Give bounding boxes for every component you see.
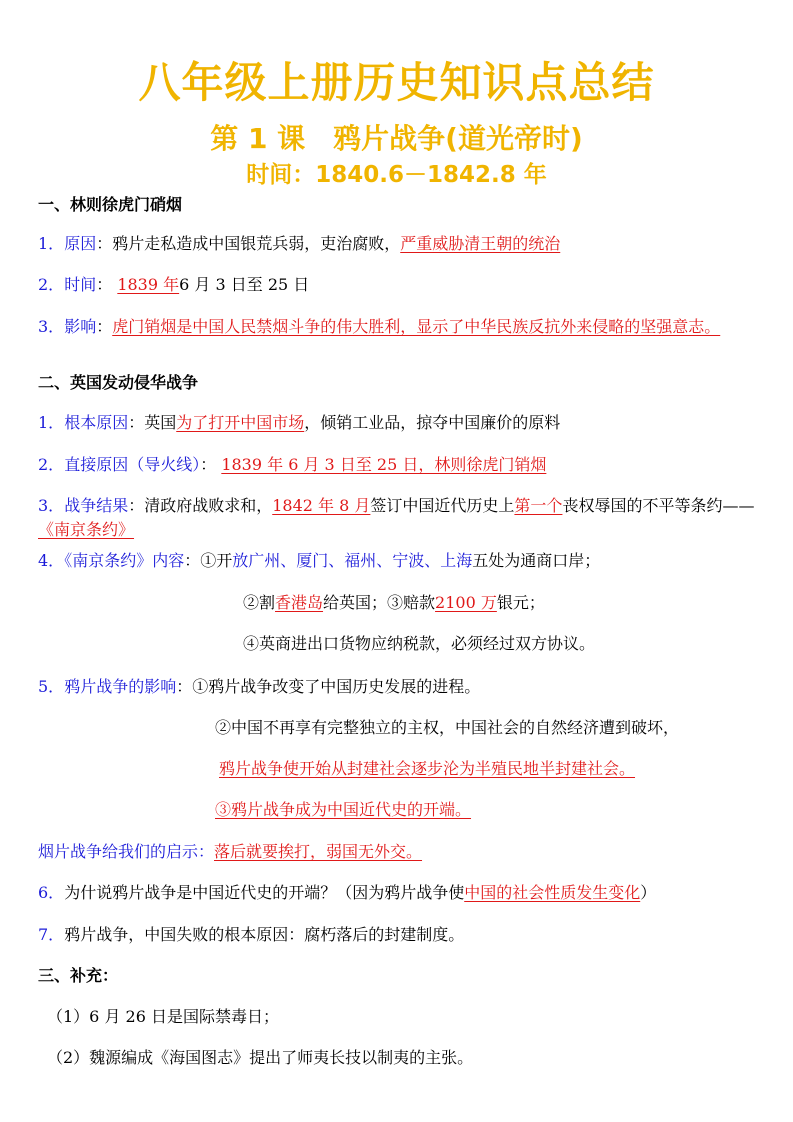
item-number: 7．: [38, 925, 65, 944]
item-text: ①开: [200, 551, 233, 570]
item-text: ）: [640, 883, 657, 902]
document-title: 八年级上册历史知识点总结: [138, 58, 655, 107]
item-text: 鸦片走私造成中国银荒兵弱，吏治腐败，: [112, 234, 401, 253]
item-number: 1．: [38, 413, 65, 432]
lesson-period: 时间：1840.6－1842.8 年: [246, 162, 547, 188]
colon: ：: [200, 455, 217, 474]
s2-item-6: [38, 881, 763, 905]
item-number: 3．: [38, 317, 65, 336]
item-text: 丧权辱国的不平等条约——: [562, 496, 755, 515]
s2-item-4: [38, 549, 763, 573]
key-point: 1839 年 6 月 3 日至 25 日，林则徐虎门销烟: [221, 455, 547, 474]
insight-line: [38, 840, 763, 864]
item-label: 《南京条约》内容: [64, 551, 185, 570]
item-label: 根本原因: [64, 413, 129, 432]
item-text: 五处为通商口岸；: [472, 551, 601, 570]
lesson-title: 第 1 课 鸦片战争(道光帝时): [210, 122, 583, 155]
item-text: 鸦片战争，中国失败的根本原因：腐朽落后的封建制度。: [64, 925, 465, 944]
item-text: 清政府战败求和，: [144, 496, 273, 515]
item-label: 鸦片战争的影响: [64, 677, 177, 696]
s2-item-3: [38, 494, 763, 542]
key-point: ③鸦片战争成为中国近代史的开端。: [215, 800, 472, 819]
item-text: ，倾销工业品，掠夺中国廉价的原料: [304, 413, 561, 432]
key-point: 为了打开中国市场: [176, 413, 305, 432]
item-text: 为什说鸦片战争是中国近代史的开端？（因为鸦片战争使: [64, 883, 465, 902]
item-label: 影响: [64, 317, 97, 336]
item-label: 战争结果: [64, 496, 129, 515]
s2-item-5-line-2: ②中国不再享有完整独立的主权，中国社会的自然经济遭到破坏，: [215, 718, 680, 737]
key-point: 1842 年 8 月: [272, 496, 371, 515]
colon: ：: [128, 413, 145, 432]
item-text: 6 月 3 日至 25 日: [179, 275, 310, 294]
s1-item-1: [38, 232, 763, 256]
insight-label: 烟片战争给我们的启示：: [38, 842, 215, 861]
key-point: 落后就要挨打，弱国无外交。: [214, 842, 423, 861]
colon: ：: [96, 317, 113, 336]
key-point: 虎门销烟是中国人民禁烟斗争的伟大胜利，显示了中华民族反抗外来侵略的坚强意志。: [112, 317, 721, 336]
supplement-2: （2）魏源编成《海国图志》提出了师夷长技以制夷的主张。: [47, 1048, 474, 1067]
key-point: 中国的社会性质发生变化: [464, 883, 641, 902]
colon: ：: [96, 275, 113, 294]
key-point: 《南京条约》: [38, 520, 135, 539]
s2-item-4-line-2: [243, 591, 763, 615]
s2-item-5-line-3: [219, 757, 767, 781]
item-text: ①鸦片战争改变了中国历史发展的进程。: [192, 677, 481, 696]
item-text: 银元；: [496, 593, 545, 612]
item-number: 1．: [38, 234, 65, 253]
item-text: ②割: [243, 593, 276, 612]
item-number: 4．: [38, 551, 65, 570]
item-label: 直接原因（导火线）: [64, 455, 201, 474]
s2-item-1: [38, 411, 763, 435]
key-point: 放广州、厦门、福州、宁波、上海: [232, 551, 473, 570]
s2-item-5-line-4: [215, 798, 763, 822]
item-number: 2．: [38, 275, 65, 294]
s2-item-4-line-3: ④英商进出口货物应纳税款，必须经过双方协议。: [243, 634, 596, 653]
key-point: 1839 年: [117, 275, 180, 294]
key-point: 鸦片战争使开始从封建社会逐步沦为半殖民地半封建社会。: [219, 759, 636, 778]
colon: ：: [184, 551, 201, 570]
section-heading-2: 二、英国发动侵华战争: [38, 373, 199, 392]
colon: ：: [128, 496, 145, 515]
s1-item-3: [38, 315, 763, 339]
key-point: 香港岛: [275, 593, 324, 612]
key-point: 2100 万: [435, 593, 497, 612]
item-number: 5．: [38, 677, 65, 696]
s2-item-7: [38, 923, 763, 947]
item-label: 时间: [64, 275, 97, 294]
s1-item-2: [38, 273, 763, 297]
key-point: 严重威胁清王朝的统治: [400, 234, 561, 253]
colon: ：: [96, 234, 113, 253]
item-label: 原因: [64, 234, 97, 253]
colon: ：: [176, 677, 193, 696]
item-text: 英国: [144, 413, 177, 432]
section-heading-1: 一、林则徐虎门硝烟: [38, 195, 183, 214]
item-number: 2．: [38, 455, 65, 474]
item-text: 签订中国近代历史上: [370, 496, 515, 515]
key-point: 第一个: [514, 496, 563, 515]
s2-item-5: [38, 675, 763, 699]
item-text: 给英国；③赔款: [323, 593, 436, 612]
s2-item-2: [38, 453, 763, 477]
section-heading-3: 三、补充：: [38, 966, 119, 985]
item-number: 6．: [38, 883, 65, 902]
item-number: 3．: [38, 496, 65, 515]
supplement-1: （1）6 月 26 日是国际禁毒日；: [47, 1007, 279, 1026]
